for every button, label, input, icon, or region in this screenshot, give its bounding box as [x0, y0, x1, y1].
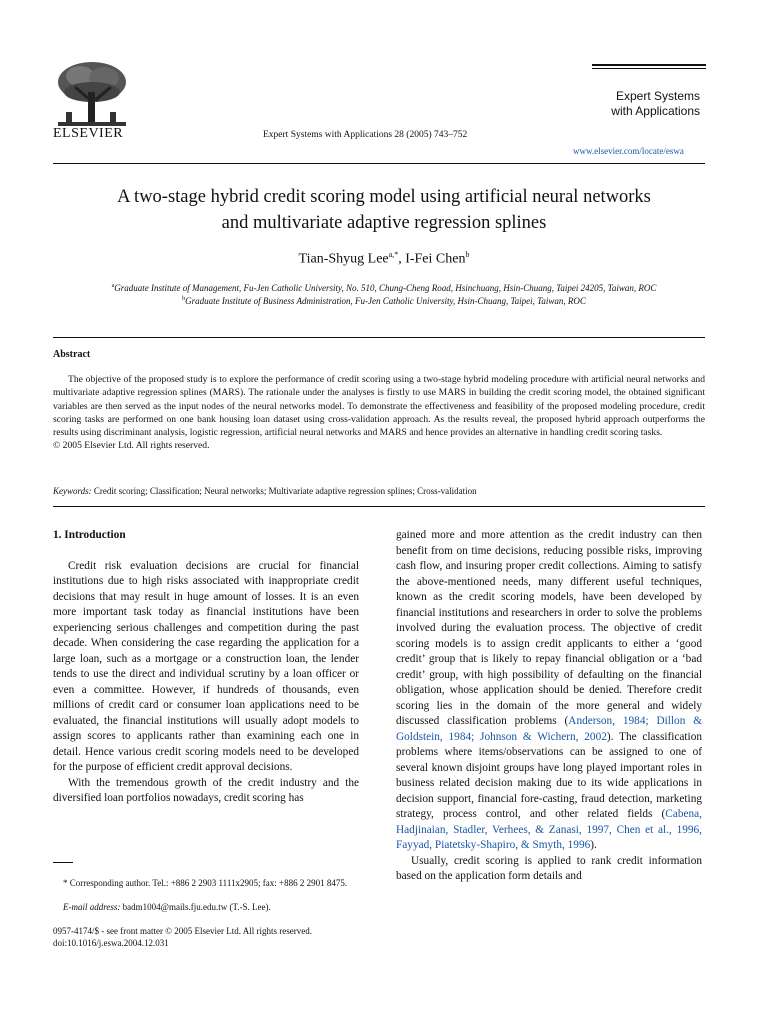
journal-brand: [600, 89, 700, 119]
affil-text: Graduate Institute of Business Administration, Fu-Jen Catholic University, Hsin-Chuang, Taipei, Taiwan, ROC: [185, 296, 586, 306]
corresponding-mark: *: [394, 250, 399, 259]
brand-line-1: Expert Systems: [615, 89, 700, 103]
abstract-text: The objective of the proposed study is to explore the performance of credit scoring using a two-stage hybrid modeling procedure with artificial neural networks and multivariate adaptive regression splines (MARS). The rationale under the analyses is firstly to use MARS in building the credit scoring model, the obtained significant variables are then served as the input nodes of the neural networks model. To demonstrate the effectiveness and feasibility of the proposed modeling procedure, credit scoring tasks are performed on one bank housing loan dataset using cross-validation approach. As the results reveal, the proposed hybrid approach outperforms the results using discriminant analysis, logistic regression, artificial neural networks and MARS and hence provides an alternative in handling credit scoring tasks.: [53, 374, 705, 439]
publisher-wordmark: ELSEVIER: [53, 126, 124, 141]
journal-citation: Expert Systems with Applications 28 (2005) 743–752: [263, 130, 468, 140]
author-name: I-Fei Chen: [405, 251, 466, 267]
affil-mark: a: [111, 283, 115, 289]
abstract-top-rule: [53, 337, 705, 338]
brand-rule: [592, 64, 706, 66]
column-right: [396, 528, 702, 885]
affil-mark: b: [182, 296, 186, 302]
article-title: [40, 184, 728, 236]
keywords: [53, 486, 477, 496]
keywords-list: Credit scoring; Classification; Neural networks; Multivariate adaptive regression splines; Cross-validation: [93, 486, 477, 496]
elsevier-tree-logo: [52, 58, 132, 134]
paragraph-text: gained more and more attention as the credit industry can then benefit from on time decisions, reducing possible risks, improving cash flow, and insuring proper credit collections. Aiming to satisfy the above-mentioned needs, many different useful techniques, known as the credit scoring models, have been developed by financial institutions and researchers in order to solve the problems involved during the evaluation process. The objective of credit scoring models is to assign credit applicants to either a ‘good credit’ group that is likely to repay financial obligation or a ‘bad credit’ group, with high possibility of defaulting on the financial obligation, whose application should be denied. Therefore credit scoring lies in the domain of the more general and widely discussed classification problems (: [396, 529, 702, 727]
author-affil-mark: a,: [388, 250, 395, 259]
affiliation-b: [40, 296, 728, 306]
paragraph-text: ). The classification problems where items/observations can be assigned to one of several known disjoint groups have long played important roles in business related decision making due to its wide applications in decision support, financial fore-casting, fraud detection, marketing strategy, process control, and other related fields (: [396, 730, 702, 820]
email-label: E-mail address:: [63, 902, 121, 912]
footnote-corresponding: * Corresponding author. Tel.: +886 2 2903 1111x2905; fax: +886 2 2901 8475.: [63, 878, 348, 888]
paragraph-text: ).: [590, 839, 597, 851]
abstract-bottom-rule: [53, 506, 705, 507]
author-affil-mark: b: [465, 250, 470, 259]
brand-line-2: with Applications: [611, 104, 700, 118]
column-left: [53, 528, 359, 807]
author-separator: ,: [398, 251, 406, 267]
paragraph: Usually, credit scoring is applied to rank credit information based on the application form details and: [396, 854, 702, 882]
author-name: Tian-Shyug Lee: [298, 251, 389, 267]
email-address: badm1004@mails.fju.edu.tw (T.-S. Lee).: [120, 902, 271, 912]
abstract-body: [53, 373, 705, 453]
footnote-doi: doi:10.1016/j.eswa.2004.12.031: [53, 938, 169, 948]
section-heading: 1. Introduction: [53, 529, 126, 541]
header-rule: [53, 163, 705, 164]
title-line-2: and multivariate adaptive regression splines: [221, 213, 547, 233]
title-line-1: A two-stage hybrid credit scoring model using artificial neural networks: [117, 187, 651, 207]
paragraph: Credit risk evaluation decisions are crucial for financial institutions due to high risks associated with inappropriate credit decisions that may result in huge amount of losses. It is an even more important task today as financial institutions have been experiencing serious challenges and competition during the past decade. When considering the case regarding the application for a large loan, such as a mortgage or a construction loan, the lender tends to use the direct and individual scrutiny by a loan officer or even a committee. However, if hundreds of thousands, even millions of credit card or consumer loan applications need to be evaluated, the financial institutions will usually adopt models to assign scores to applicants rather than examining each one in detail. Hence various credit scoring models need to be developed for the purpose of efficient credit approval decisions.: [53, 559, 359, 773]
affiliation-a: [40, 283, 728, 293]
citation-link[interactable]: Anderson, 1984; Dillon & Goldstein, 1984; Johnson & Wichern, 2002: [396, 715, 702, 743]
footnote-email: [53, 901, 359, 913]
citation-link[interactable]: Cabena, Hadjinaian, Stadler, Verhees, & Zanasi, 1997, Chen et al., 1996, Fayyad, Piatetsky-Shapiro, & Smyth, 1996: [396, 808, 702, 851]
footnote-issn: 0957-4174/$ - see front matter © 2005 Elsevier Ltd. All rights reserved.: [53, 926, 313, 936]
abstract-copyright: © 2005 Elsevier Ltd. All rights reserved.: [53, 440, 210, 452]
paragraph: [396, 528, 702, 854]
keywords-label: Keywords:: [53, 486, 92, 496]
journal-url-link[interactable]: www.elsevier.com/locate/eswa: [573, 146, 684, 156]
affil-text: Graduate Institute of Management, Fu-Jen Catholic University, No. 510, Chung-Cheng Road, Hsinchuang, Hsin-Chuang, Taipei 24205, Taiwan, ROC: [114, 283, 657, 293]
author-list: [40, 250, 728, 268]
paragraph: With the tremendous growth of the credit industry and the diversified loan portfolios nowadays, credit scoring has: [53, 776, 359, 804]
brand-rule-thin: [592, 68, 706, 69]
footnote-rule: [53, 862, 73, 863]
abstract-heading: Abstract: [53, 349, 91, 360]
